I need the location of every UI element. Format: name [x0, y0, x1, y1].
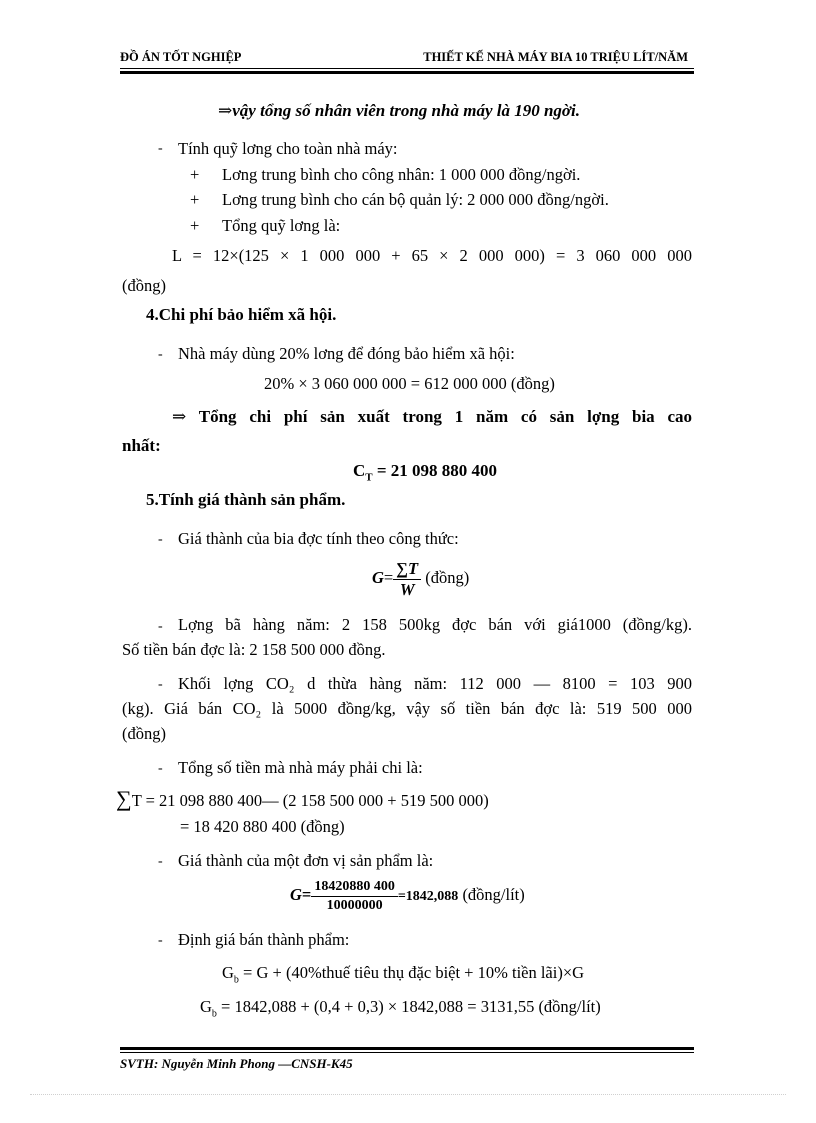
salary-formula: L = 12×(125 × 1 000 000 + 65 × 2 000 000) = 3 060 000 000 — [172, 246, 692, 265]
page-header — [120, 50, 694, 68]
unit-cost-fraction: $\frac{18420880 400}{10000000}$ — [311, 878, 398, 915]
sum-line2: = 18 420 880 400 (đồng) — [180, 817, 345, 836]
unit-cost-intro: Giá thành của một đơn vị sản phẩm là: — [178, 851, 434, 870]
section-5-heading: 5.Tính giá thành sản phẩm. — [146, 490, 346, 509]
insurance-formula: 20% × 3 060 000 000 = 612 000 000 (đồng) — [264, 374, 555, 393]
unit-cost-formula: G= $\frac{18420880 400}{10000000}$ =1842,088 (đồng/lít) — [290, 878, 525, 913]
salary-item: + Lơng trung bình cho công nhân: 1 000 000 đồng/ngời. — [190, 165, 581, 184]
plus-bullet: + — [190, 216, 200, 235]
header-right: THIẾT KẾ NHÀ MÁY BIA 10 TRIỆU LÍT/NĂM — [423, 50, 688, 64]
co2-line3: (đồng) — [122, 724, 166, 743]
section-4-heading: 4.Chi phí bảo hiểm xã hội. — [146, 305, 337, 324]
g-formula: G= $\frac{\sum T}{W}$ (đồng) — [372, 558, 470, 599]
header-rule-thin — [120, 68, 694, 69]
total-cost-line: ⇒ Tổng chi phí sản xuất trong 1 năm có sản lợng bia cao — [172, 407, 693, 426]
header-rule-thick — [120, 71, 694, 74]
ct-value: $C_T = 21$ 098 880 400 — [353, 461, 498, 484]
g-fraction: $\frac{\sum T}{W}$ — [393, 559, 421, 600]
co2-line2: (kg). Giá bán CO₂ là 5000 đồng/kg, vậy số tiền bán đợc là: 519 500 000 — [122, 699, 692, 718]
salary-item: + Lơng trung bình cho cán bộ quản lý: 2 000 000 đồng/ngời. — [190, 190, 609, 209]
dash-bullet: - — [158, 141, 163, 156]
dash-bullet: - — [158, 761, 163, 776]
salary-unit: (đồng) — [122, 276, 166, 295]
salary-item: + Tổng quỹ lơng là: — [190, 216, 341, 235]
co2-line1: Khối lợng CO₂ d thừa hàng năm: 112 000 — 8100 = 103 900 — [178, 674, 692, 693]
residue-line1: Lợng bã hàng năm: 2 158 500kg đợc bán với giá1000 (đồng/kg). — [178, 615, 692, 634]
plus-bullet: + — [190, 190, 200, 209]
gb-formula-2: $G_b = 1842,088 + (0,4 + 0,3) \times 1842,088 = 3131,55$ (đồng/lít) — [200, 997, 601, 1020]
footer-author: SVTH: Nguyễn Minh Phong —CNSH-K45 — [120, 1056, 353, 1071]
salary-title: Tính quỹ lơng cho toàn nhà máy: — [178, 139, 398, 158]
total-cost-line2: nhất: — [122, 436, 161, 455]
spend-intro: Tổng số tiền mà nhà máy phải chi là: — [178, 758, 423, 777]
dash-bullet: - — [158, 532, 163, 547]
staff-conclusion: ⇒vậy tổng số nhân viên trong nhà máy là 190 ngời. — [218, 101, 581, 120]
header-left: ĐỒ ÁN TỐT NGHIỆP — [120, 50, 242, 64]
dash-bullet: - — [158, 854, 163, 869]
footer-rule-thick — [120, 1047, 694, 1050]
sigma-symbol: ∑ — [116, 786, 132, 811]
implies-icon: ⇒ — [172, 407, 187, 426]
gb-formula-1: $G_b = G$ + (40%thuế tiêu thụ đặc biệt + 10% tiền lãi)×G — [222, 963, 585, 986]
sale-intro: Định giá bán thành phẩm: — [178, 930, 350, 949]
implies-icon: ⇒ — [218, 101, 233, 120]
plus-bullet: + — [190, 165, 200, 184]
footer-rule-thin — [120, 1052, 694, 1053]
insurance-text: Nhà máy dùng 20% lơng để đóng bảo hiểm xã hội: — [178, 344, 515, 363]
dash-bullet: - — [158, 347, 163, 362]
dash-bullet: - — [158, 619, 163, 634]
price-formula-intro: Giá thành của bia đợc tính theo công thức: — [178, 529, 459, 548]
residue-line2: Số tiền bán đợc là: 2 158 500 000 đồng. — [122, 640, 386, 659]
page-bottom-divider — [30, 1094, 786, 1095]
sum-line1: ∑T = 21 098 880 400— (2 158 500 000 + 519 500 000) — [116, 786, 489, 811]
dash-bullet: - — [158, 677, 163, 692]
dash-bullet: - — [158, 933, 163, 948]
